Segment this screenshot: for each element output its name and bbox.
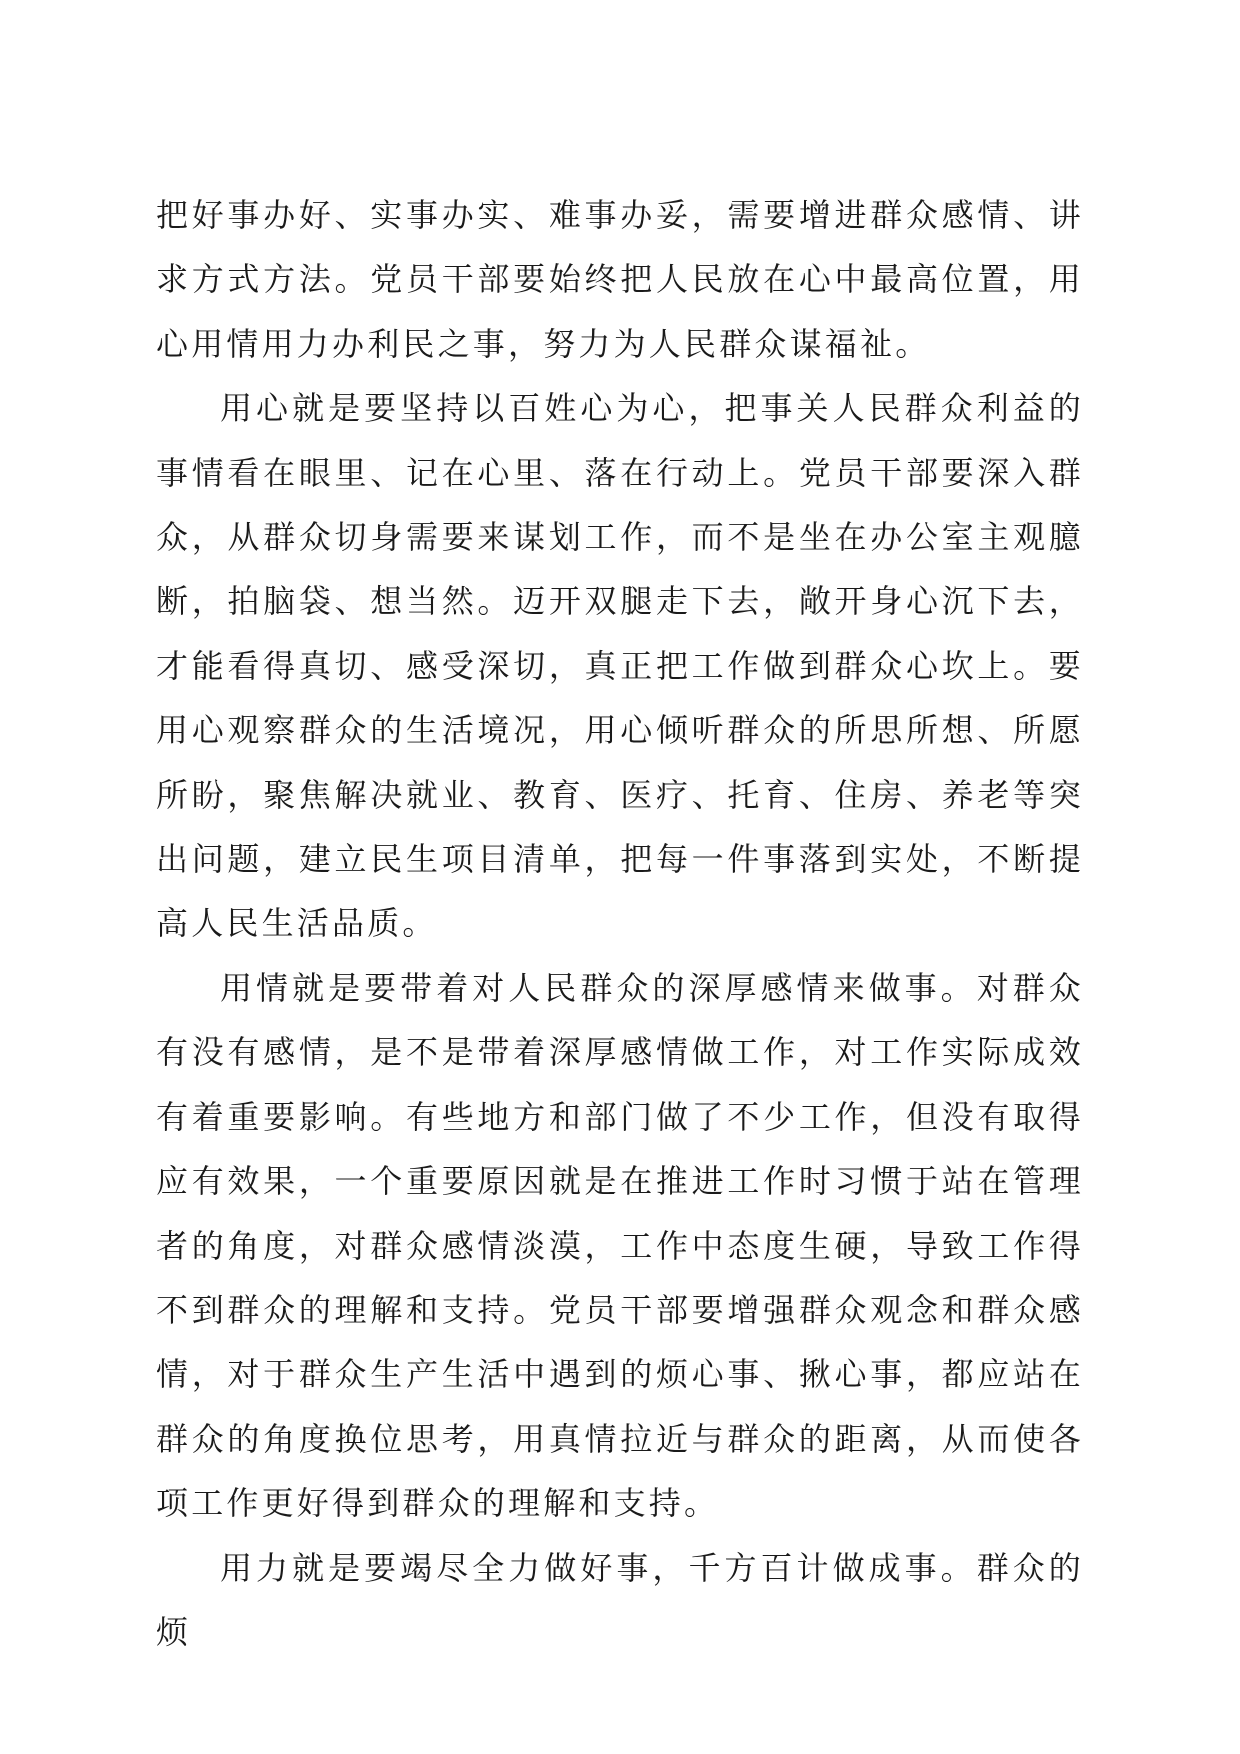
paragraph-yongqing: 用情就是要带着对人民群众的深厚感情来做事。对群众有没有感情，是不是带着深厚感情做工作，对工作实际成效有着重要影响。有些地方和部门做了不少工作，但没有取得应有效果，一个重要原因就是在推进工作时习惯于站在管理者的角度，对群众感情淡漠，工作中态度生硬，导致工作得不到群众的理解和支持。党员干部要增强群众观念和群众感情，对于群众生产生活中遇到的烦心事、揪心事，都应站在群众的角度换位思考，用真情拉近与群众的距离，从而使各项工作更好得到群众的理解和支持。 xyxy=(156,968,1084,1523)
paragraph-yongxin: 用心就是要坚持以百姓心为心，把事关人民群众利益的事情看在眼里、记在心里、落在行动上。党员干部要深入群众，从群众切身需要来谋划工作，而不是坐在办公室主观臆断，拍脑袋、想当然。迈开双腿走下去，敞开身心沉下去，才能看得真切、感受深切，真正把工作做到群众心坎上。要用心观察群众的生活境况，用心倾听群众的所思所想、所愿所盼，聚焦解决就业、教育、医疗、托育、住房、养老等突出问题，建立民生项目清单，把每一件事落到实处，不断提高人民生活品质。 xyxy=(156,389,1084,943)
paragraph-intro: 把好事办好、实事办实、难事办妥，需要增进群众感情、讲求方式方法。党员干部要始终把人民放在心中最高位置，用心用情用力办利民之事，努力为人民群众谋福祉。 xyxy=(156,196,1084,363)
paragraph-yongli: 用力就是要竭尽全力做好事，千方百计做成事。群众的烦 xyxy=(156,1548,1084,1651)
document-body xyxy=(156,183,1084,1664)
